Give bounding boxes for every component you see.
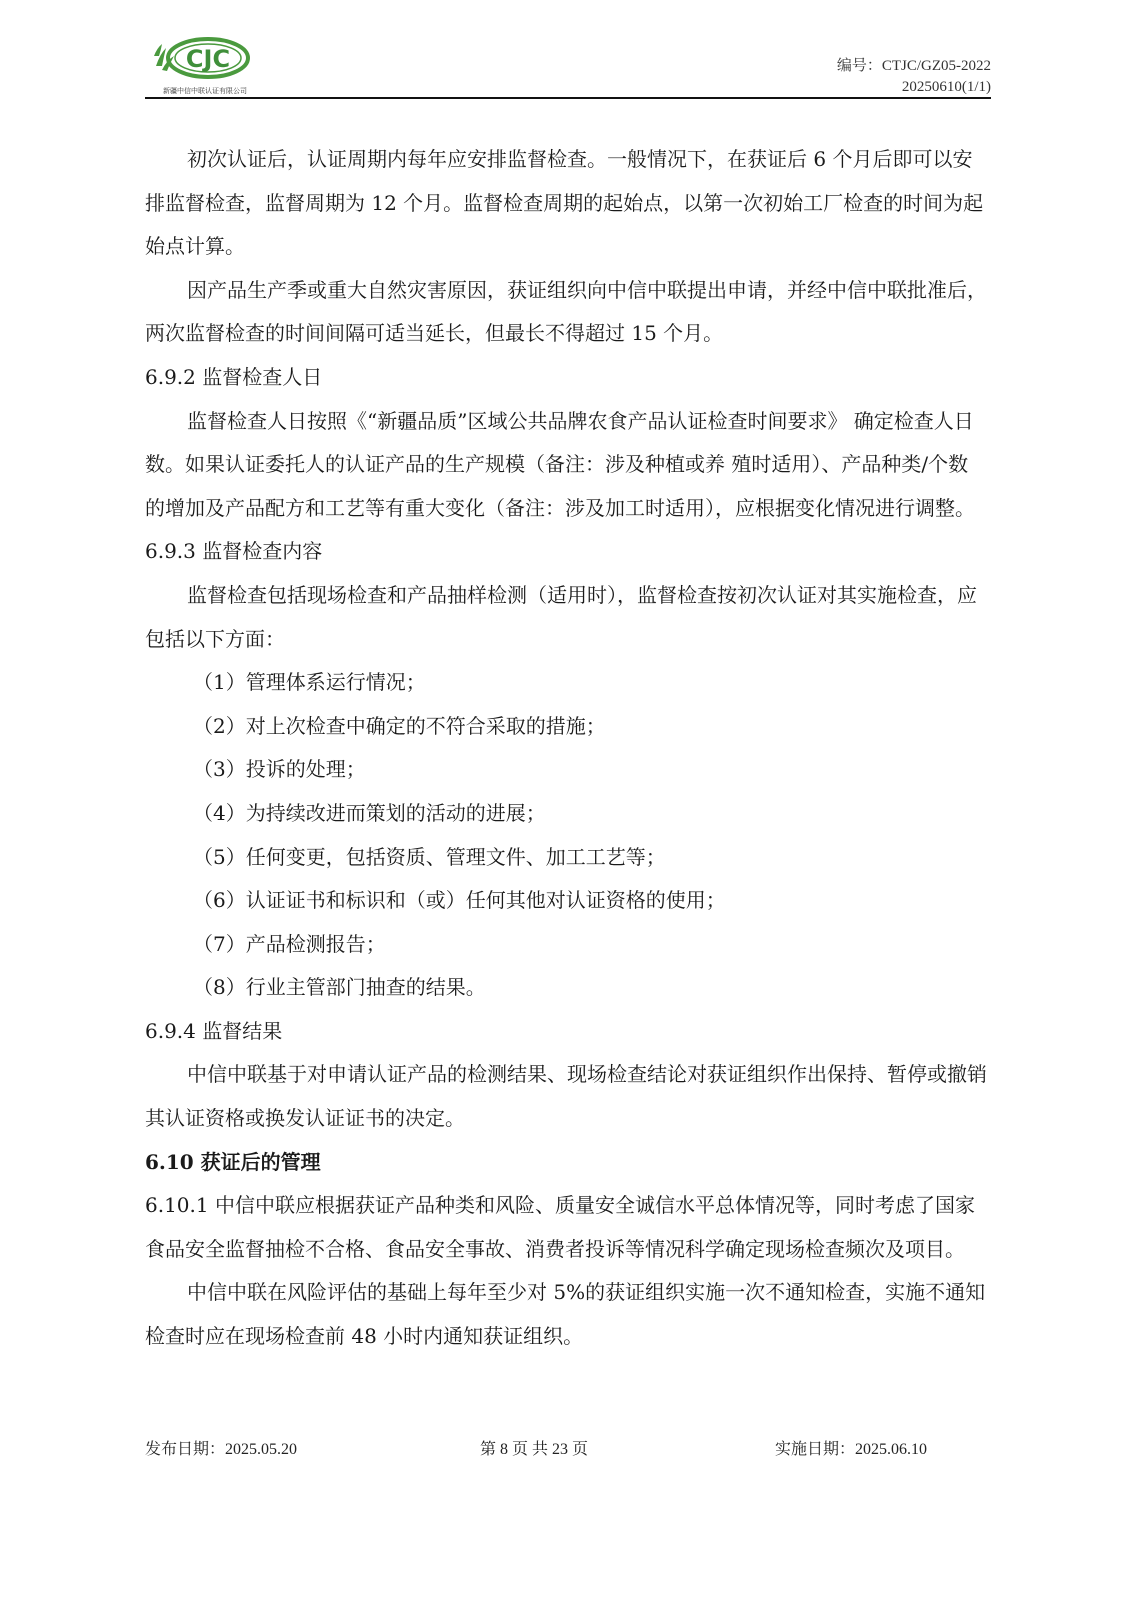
- list-item: （1）管理体系运行情况；: [193, 670, 426, 695]
- list-item: （8）行业主管部门抽查的结果。: [193, 975, 486, 1000]
- paragraph: 监督检查包括现场检查和产品抽样检测（适用时），监督检查按初次认证对其实施检查，应包括以下方面：: [145, 582, 977, 651]
- list-item: （5）任何变更，包括资质、管理文件、加工工艺等；: [193, 844, 666, 869]
- logo-text: CJC: [185, 45, 231, 73]
- section-heading: 6.9.2 监督检查人日: [145, 364, 323, 389]
- paragraph: 因产品生产季或重大自然灾害原因，获证组织向中信中联提出申请，并经中信中联批准后，两次监督检查的时间间隔可适当延长，但最长不得超过 15 个月。: [145, 277, 987, 346]
- list-item: （4）为持续改进而策划的活动的进展；: [193, 800, 546, 825]
- page-number: 第 8 页 共 23 页: [480, 1441, 589, 1458]
- document-header-info: [837, 56, 991, 98]
- header-rule: [145, 97, 991, 99]
- section-heading: 6.9.3 监督检查内容: [145, 539, 323, 564]
- paragraph: 中信中联在风险评估的基础上每年至少对 5%的获证组织实施一次不通知检查，实施不通知检查时应在现场检查前 48 小时内通知获证组织。: [145, 1280, 986, 1349]
- paragraph: 监督检查人日按照《“新疆品质”区域公共品牌农食产品认证检查时间要求》 确定检查人日数。如果认证委托人的认证产品的生产规模（备注：涉及种植或养 殖时适用）、产品种类/个数的增加及产品配方和工艺等有重大变化（备注：涉及加工时适用），应根据变化情况进行调整。: [145, 408, 975, 520]
- logo-caption: 新疆中信中联认证有限公司: [163, 87, 247, 95]
- paragraph: 中信中联基于对申请认证产品的检测结果、现场检查结论对获证组织作出保持、暂停或撤销其认证资格或换发认证证书的决定。: [145, 1062, 987, 1131]
- publish-date: 发布日期：2025.05.20: [145, 1441, 298, 1458]
- section-heading: 6.9.4 监督结果: [145, 1018, 283, 1043]
- document-body: [145, 138, 987, 1359]
- doc-number: 编号：CTJC/GZ05-2022: [836, 58, 991, 74]
- paragraph: 初次认证后，认证周期内每年应安排监督检查。一般情况下，在获证后 6 个月后即可以安排监督检查，监督周期为 12 个月。监督检查周期的起始点，以第一次初始工厂检查的时间为起始点计算。: [145, 147, 984, 259]
- effective-date: 实施日期：2025.06.10: [775, 1441, 928, 1458]
- logo-emblem: [150, 36, 260, 86]
- list-item: （7）产品检测报告；: [193, 931, 386, 956]
- list-item: （3）投诉的处理；: [193, 757, 366, 782]
- section-heading-bold: 6.10 获证后的管理: [145, 1149, 321, 1174]
- doc-version: 20250610(1/1): [901, 79, 991, 95]
- company-logo: [150, 36, 260, 98]
- list-item: （6）认证证书和标识和（或）任何其他对认证资格的使用；: [193, 888, 726, 913]
- list-item: （2）对上次检查中确定的不符合采取的措施；: [193, 713, 606, 738]
- paragraph: 6.10.1 中信中联应根据获证产品种类和风险、质量安全诚信水平总体情况等，同时考虑了国家食品安全监督抽检不合格、食品安全事故、消费者投诉等情况科学确定现场检查频次及项目。: [145, 1193, 975, 1261]
